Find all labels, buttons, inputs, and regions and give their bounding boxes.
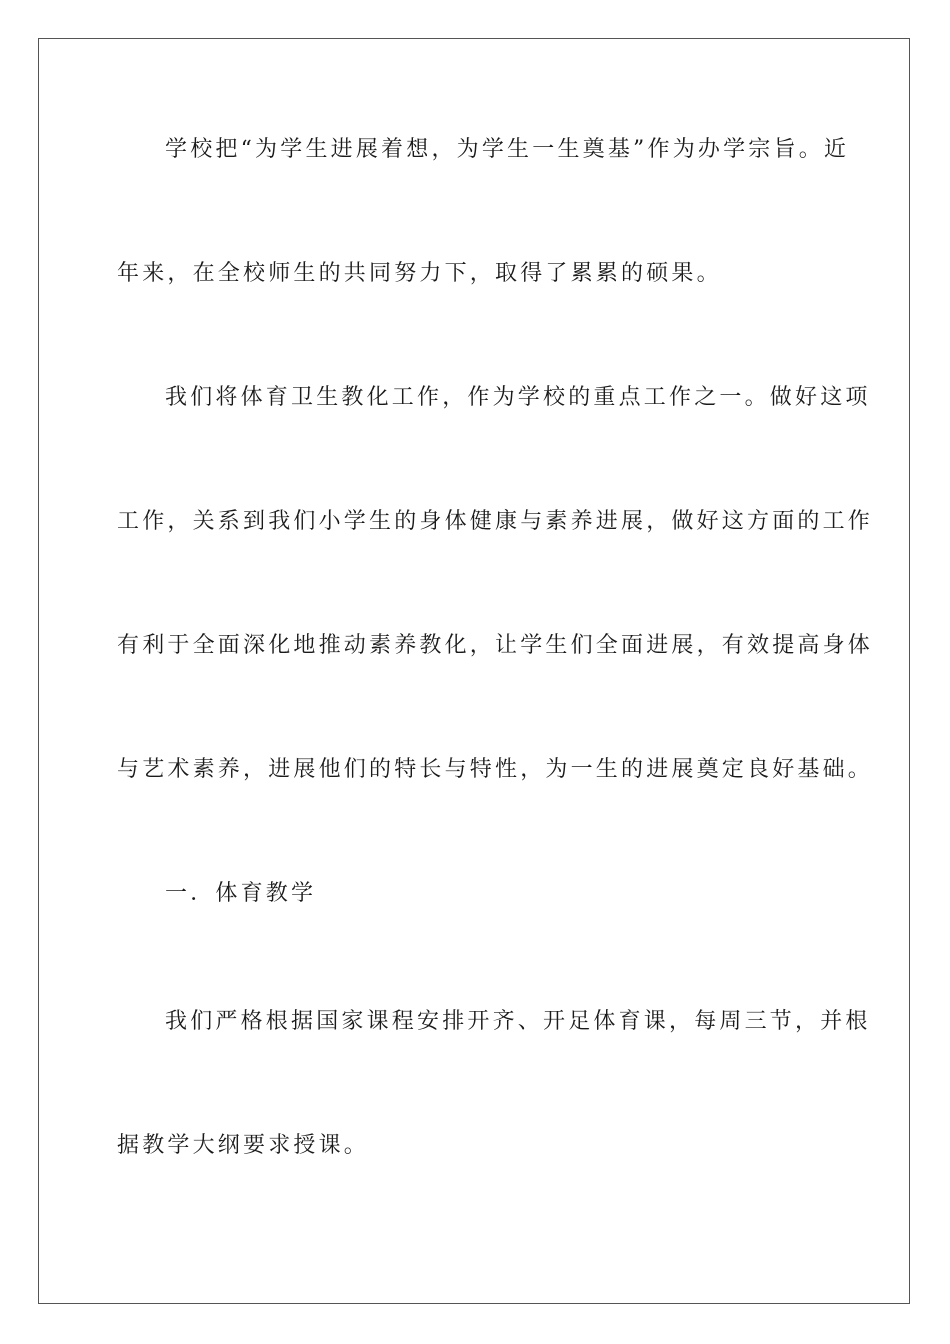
paragraph-1-line-2: 年来，在全校师生的共同努力下，取得了累累的硕果。 [117, 261, 722, 286]
paragraph-2-line-3: 有利于全面深化地推动素养教化，让学生们全面进展，有效提高身体 [117, 633, 874, 658]
paragraph-3-line-1: 我们严格根据国家课程安排开齐、开足体育课，每周三节，并根 [165, 1009, 871, 1034]
paragraph-2-line-4: 与艺术素养，进展他们的特长与特性，为一生的进展奠定良好基础。 [117, 757, 874, 782]
paragraph-2-line-2: 工作，关系到我们小学生的身体健康与素养进展，做好这方面的工作 [117, 509, 874, 534]
page-border [38, 38, 910, 1304]
section-heading: 一．体育教学 [165, 881, 317, 906]
paragraph-2-line-1: 我们将体育卫生教化工作，作为学校的重点工作之一。做好这项 [165, 385, 871, 410]
paragraph-3-line-2: 据教学大纲要求授课。 [117, 1133, 370, 1158]
paragraph-1-line-1: 学校把“为学生进展着想，为学生一生奠基”作为办学宗旨。近 [165, 137, 850, 162]
